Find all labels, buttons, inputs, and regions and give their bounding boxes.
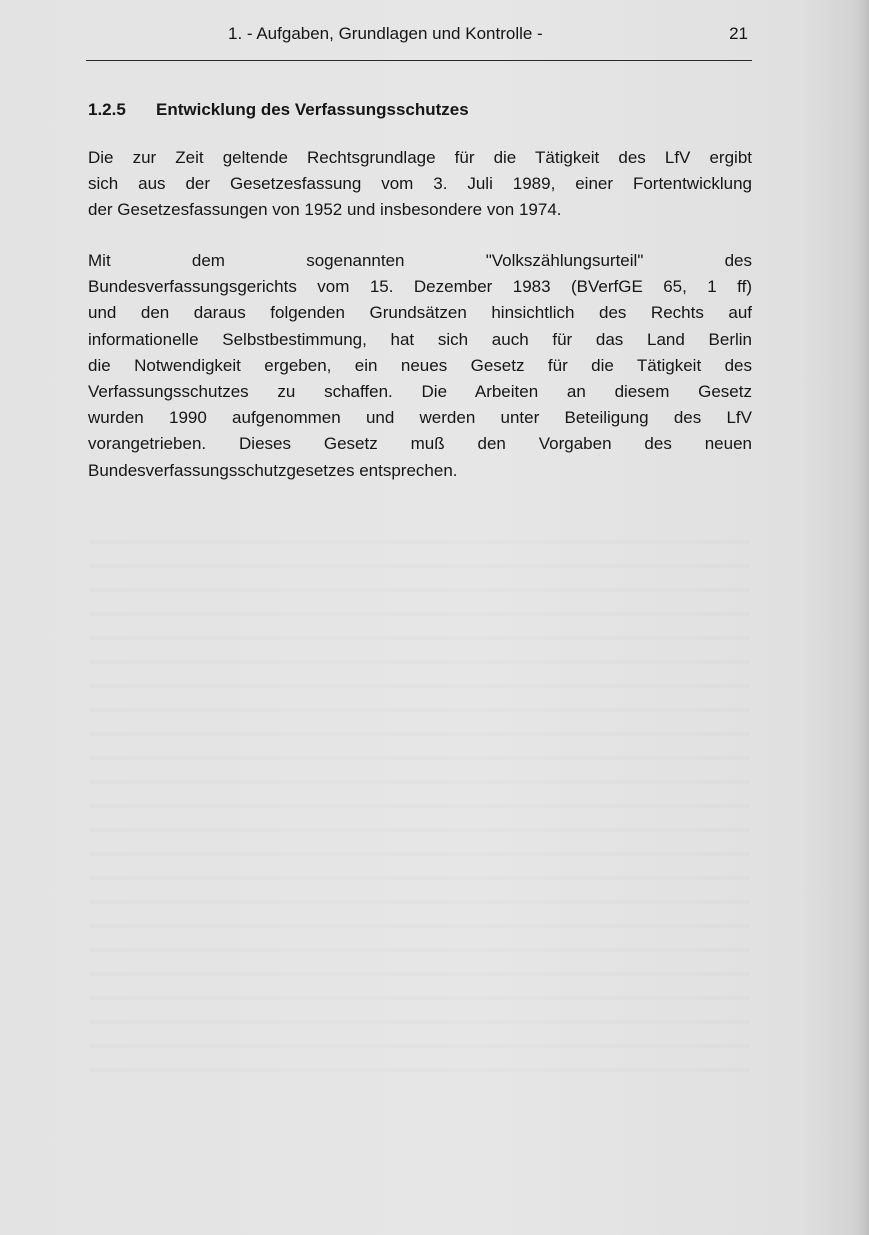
paragraph-1 [88, 145, 752, 224]
paragraph-line: informationelle Selbstbestimmung, hat sich auch für das Land Berlin [88, 329, 752, 349]
paragraph-line: Verfassungsschutzes zu schaffen. Die Arbeiten an diesem Gesetz [88, 382, 752, 402]
running-header [86, 20, 752, 48]
paragraph-line: der Gesetzesfassungen von 1952 und insbesondere von 1974. [88, 200, 562, 220]
paragraph-line: Bundesverfassungsgerichts vom 15. Dezember 1983 (BVerfGE 65, 1 ff) [88, 277, 752, 297]
header-rule [86, 60, 752, 61]
paragraph-line: sich aus der Gesetzesfassung vom 3. Juli 1989, einer Fortentwicklung [88, 174, 752, 194]
section-title: Entwicklung des Verfassungsschutzes [156, 100, 469, 119]
paragraph-line: vorangetrieben. Dieses Gesetz muß den Vorgaben des neuen [88, 434, 752, 454]
page-edge-shadow [855, 0, 869, 1235]
paragraph-line: Die zur Zeit geltende Rechtsgrundlage für die Tätigkeit des LfV ergibt [88, 148, 752, 167]
paragraph-line: die Notwendigkeit ergeben, ein neues Gesetz für die Tätigkeit des [88, 355, 752, 375]
show-through-texture [90, 520, 750, 1080]
paragraph-line: Bundesverfassungsschutzgesetzes entsprechen. [88, 460, 458, 480]
paragraph-2 [88, 248, 752, 484]
section-number: 1.2.5 [88, 100, 126, 119]
page-number: 21 [729, 24, 748, 43]
section-heading [88, 98, 752, 122]
paragraph-line: und den daraus folgenden Grundsätzen hinsichtlich des Rechts auf [88, 303, 752, 323]
paragraph-line: wurden 1990 aufgenommen und werden unter Beteiligung des LfV [88, 408, 752, 428]
running-header-title: 1. - Aufgaben, Grundlagen und Kontrolle - [228, 24, 543, 43]
paragraph-line: Mit dem sogenannten "Volkszählungsurteil" des [88, 251, 752, 270]
